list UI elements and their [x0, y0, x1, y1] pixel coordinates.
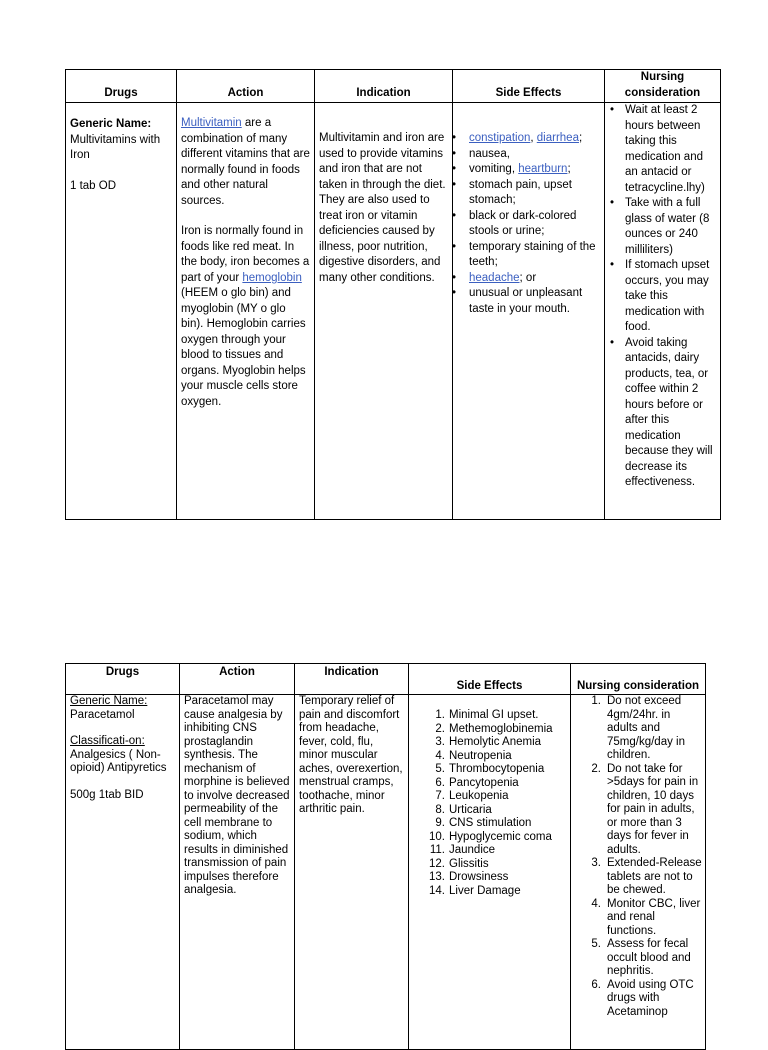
list-item: Do not take for >5days for pain in children, 10 days for pain in adults, or more than 3 days for fever in adults. — [607, 762, 699, 856]
side-effects-list — [427, 709, 568, 898]
list-item: Thrombocytopenia — [449, 763, 545, 775]
multivitamin-link[interactable]: Multivitamin — [181, 117, 242, 129]
nursing-cell — [605, 103, 721, 520]
nursing-list — [607, 695, 703, 1019]
list-item: Drowsiness — [449, 871, 509, 883]
list-item: Urticaria — [449, 803, 492, 816]
table-row — [66, 103, 721, 520]
hemoglobin-link[interactable]: hemoglobin — [242, 271, 302, 284]
header-side-effects: Side Effects — [453, 70, 605, 103]
separator: , — [530, 132, 537, 144]
generic-name-label: Generic Name: — [70, 118, 152, 130]
list-item: Hemolytic Anemia — [449, 736, 542, 748]
dosage: 1 tab OD — [70, 179, 117, 192]
list-item: • temporary staining of the teeth; — [469, 240, 602, 271]
action-paragraph-2 — [181, 224, 310, 410]
list-item: • unusual or unpleasant taste in your mouth. — [469, 286, 602, 317]
list-item: Glissitis — [449, 857, 489, 870]
punctuation: ; — [578, 132, 583, 144]
table-header-row — [66, 664, 706, 695]
header-indication: Indication — [315, 70, 453, 103]
nursing-list — [625, 103, 718, 491]
list-item: • Wait at least 2 hours between taking this medication and an antacid or tetracycline.lhy) — [625, 103, 718, 196]
list-item: Neutropenia — [449, 749, 512, 762]
list-item — [469, 131, 602, 147]
list-item: Leukopenia — [449, 790, 509, 802]
list-item: Assess for fecal occult blood and nephritis. — [607, 938, 691, 977]
list-item — [469, 162, 602, 178]
list-item: Extended-Release tablets are not to be chewed. — [607, 857, 702, 896]
list-item: Hypoglycemic coma — [449, 830, 552, 843]
table-header-row — [66, 70, 721, 103]
list-item: Methemoglobinemia — [449, 722, 553, 735]
list-item: Pancytopenia — [449, 776, 519, 789]
list-item: • black or dark-colored stools or urine; — [469, 209, 602, 240]
list-item: • Avoid taking antacids, dairy products, tea, or coffee within 2 hours before or after this medication because they will decrease its effectiveness. — [625, 336, 718, 491]
list-item: Jaundice — [449, 844, 496, 856]
header-action: Action — [180, 664, 295, 695]
classification-label: Classificati-on: — [70, 735, 145, 747]
list-item: • Take with a full glass of water (8 ounces or 240 milliliters) — [625, 196, 718, 258]
header-nursing-consideration: Nursing consideration — [605, 70, 721, 103]
list-item: Minimal GI upset. — [449, 709, 539, 721]
header-drugs: Drugs — [66, 664, 180, 695]
generic-name-value: Paracetamol — [70, 708, 135, 721]
list-item: Monitor CBC, liver and renal functions. — [607, 897, 701, 937]
item-text: ; or — [519, 271, 537, 284]
header-side-effects: Side Effects — [409, 664, 571, 695]
indication-cell: Temporary relief of pain and discomfort from headache, fever, cold, flu, minor muscular aches, overexertion, menstrual cramps, toothache, minor arthritic pain. — [295, 695, 409, 1050]
list-item: CNS stimulation — [449, 817, 532, 829]
classification-value: Analgesics ( Non-opioid) Antipyretics — [70, 748, 167, 774]
dosage: 500g 1tab BID — [70, 788, 144, 801]
list-item: Liver Damage — [449, 884, 521, 897]
action-paragraph-1 — [181, 116, 310, 209]
list-item — [469, 271, 602, 287]
item-text: vomiting, — [469, 163, 519, 175]
drug-table-paracetamol — [65, 663, 706, 1050]
generic-name-value: Multivitamins with Iron — [70, 133, 161, 161]
generic-name-label: Generic Name: — [70, 695, 148, 707]
headache-link[interactable]: headache — [469, 271, 520, 284]
drugs-cell — [66, 103, 177, 520]
table-row — [66, 695, 706, 1050]
side-effects-list — [469, 131, 602, 317]
list-item: Avoid using OTC drugs with Acetaminop — [607, 978, 694, 1018]
action-text-2b: (HEEM o glo bin) and myoglobin (MY o glo bin). Hemoglobin carries oxygen through your blood to tissues and organs. Myoglobin helps your muscle cells store oxygen. — [181, 287, 306, 408]
constipation-link[interactable]: constipation — [469, 132, 531, 144]
nursing-cell — [571, 695, 706, 1050]
punctuation: ; — [567, 163, 571, 175]
drug-table-multivitamin — [65, 69, 721, 520]
action-cell — [177, 103, 315, 520]
list-item: • stomach pain, upset stomach; — [469, 178, 602, 209]
action-text-1: are a combination of many different vitamins that are normally found in foods and other natural sources. — [181, 117, 310, 207]
indication-cell: Multivitamin and iron are used to provide vitamins and iron that are not taken in through the diet. They are also used to treat iron or vitamin deficiencies caused by illness, poor nutrition, digestive disorders, and many other conditions. — [315, 103, 453, 520]
action-cell: Paracetamol may cause analgesia by inhibiting CNS prostaglandin synthesis. The mechanism of morphine is believed to involve decreased permeability of the cell membrane to sodium, which results in diminished transmission of pain impulses therefore analgesia. — [180, 695, 295, 1050]
header-action: Action — [177, 70, 315, 103]
header-drugs: Drugs — [66, 70, 177, 103]
list-item: • nausea, — [469, 147, 602, 163]
action-text-2a: Iron is normally found in foods like red meat. In the body, iron becomes a part of your — [181, 225, 310, 284]
side-effects-cell — [453, 103, 605, 520]
header-indication: Indication — [295, 664, 409, 695]
side-effects-cell — [409, 695, 571, 1050]
diarrhea-link[interactable]: diarrhea — [536, 132, 579, 144]
list-item: Do not exceed 4gm/24hr. in adults and 75mg/kg/day in children. — [607, 695, 685, 761]
list-item: • If stomach upset occurs, you may take this medication with food. — [625, 258, 718, 336]
drugs-cell — [66, 695, 180, 1050]
header-nursing-consideration: Nursing consideration — [571, 664, 706, 695]
heartburn-link[interactable]: heartburn — [518, 163, 568, 175]
